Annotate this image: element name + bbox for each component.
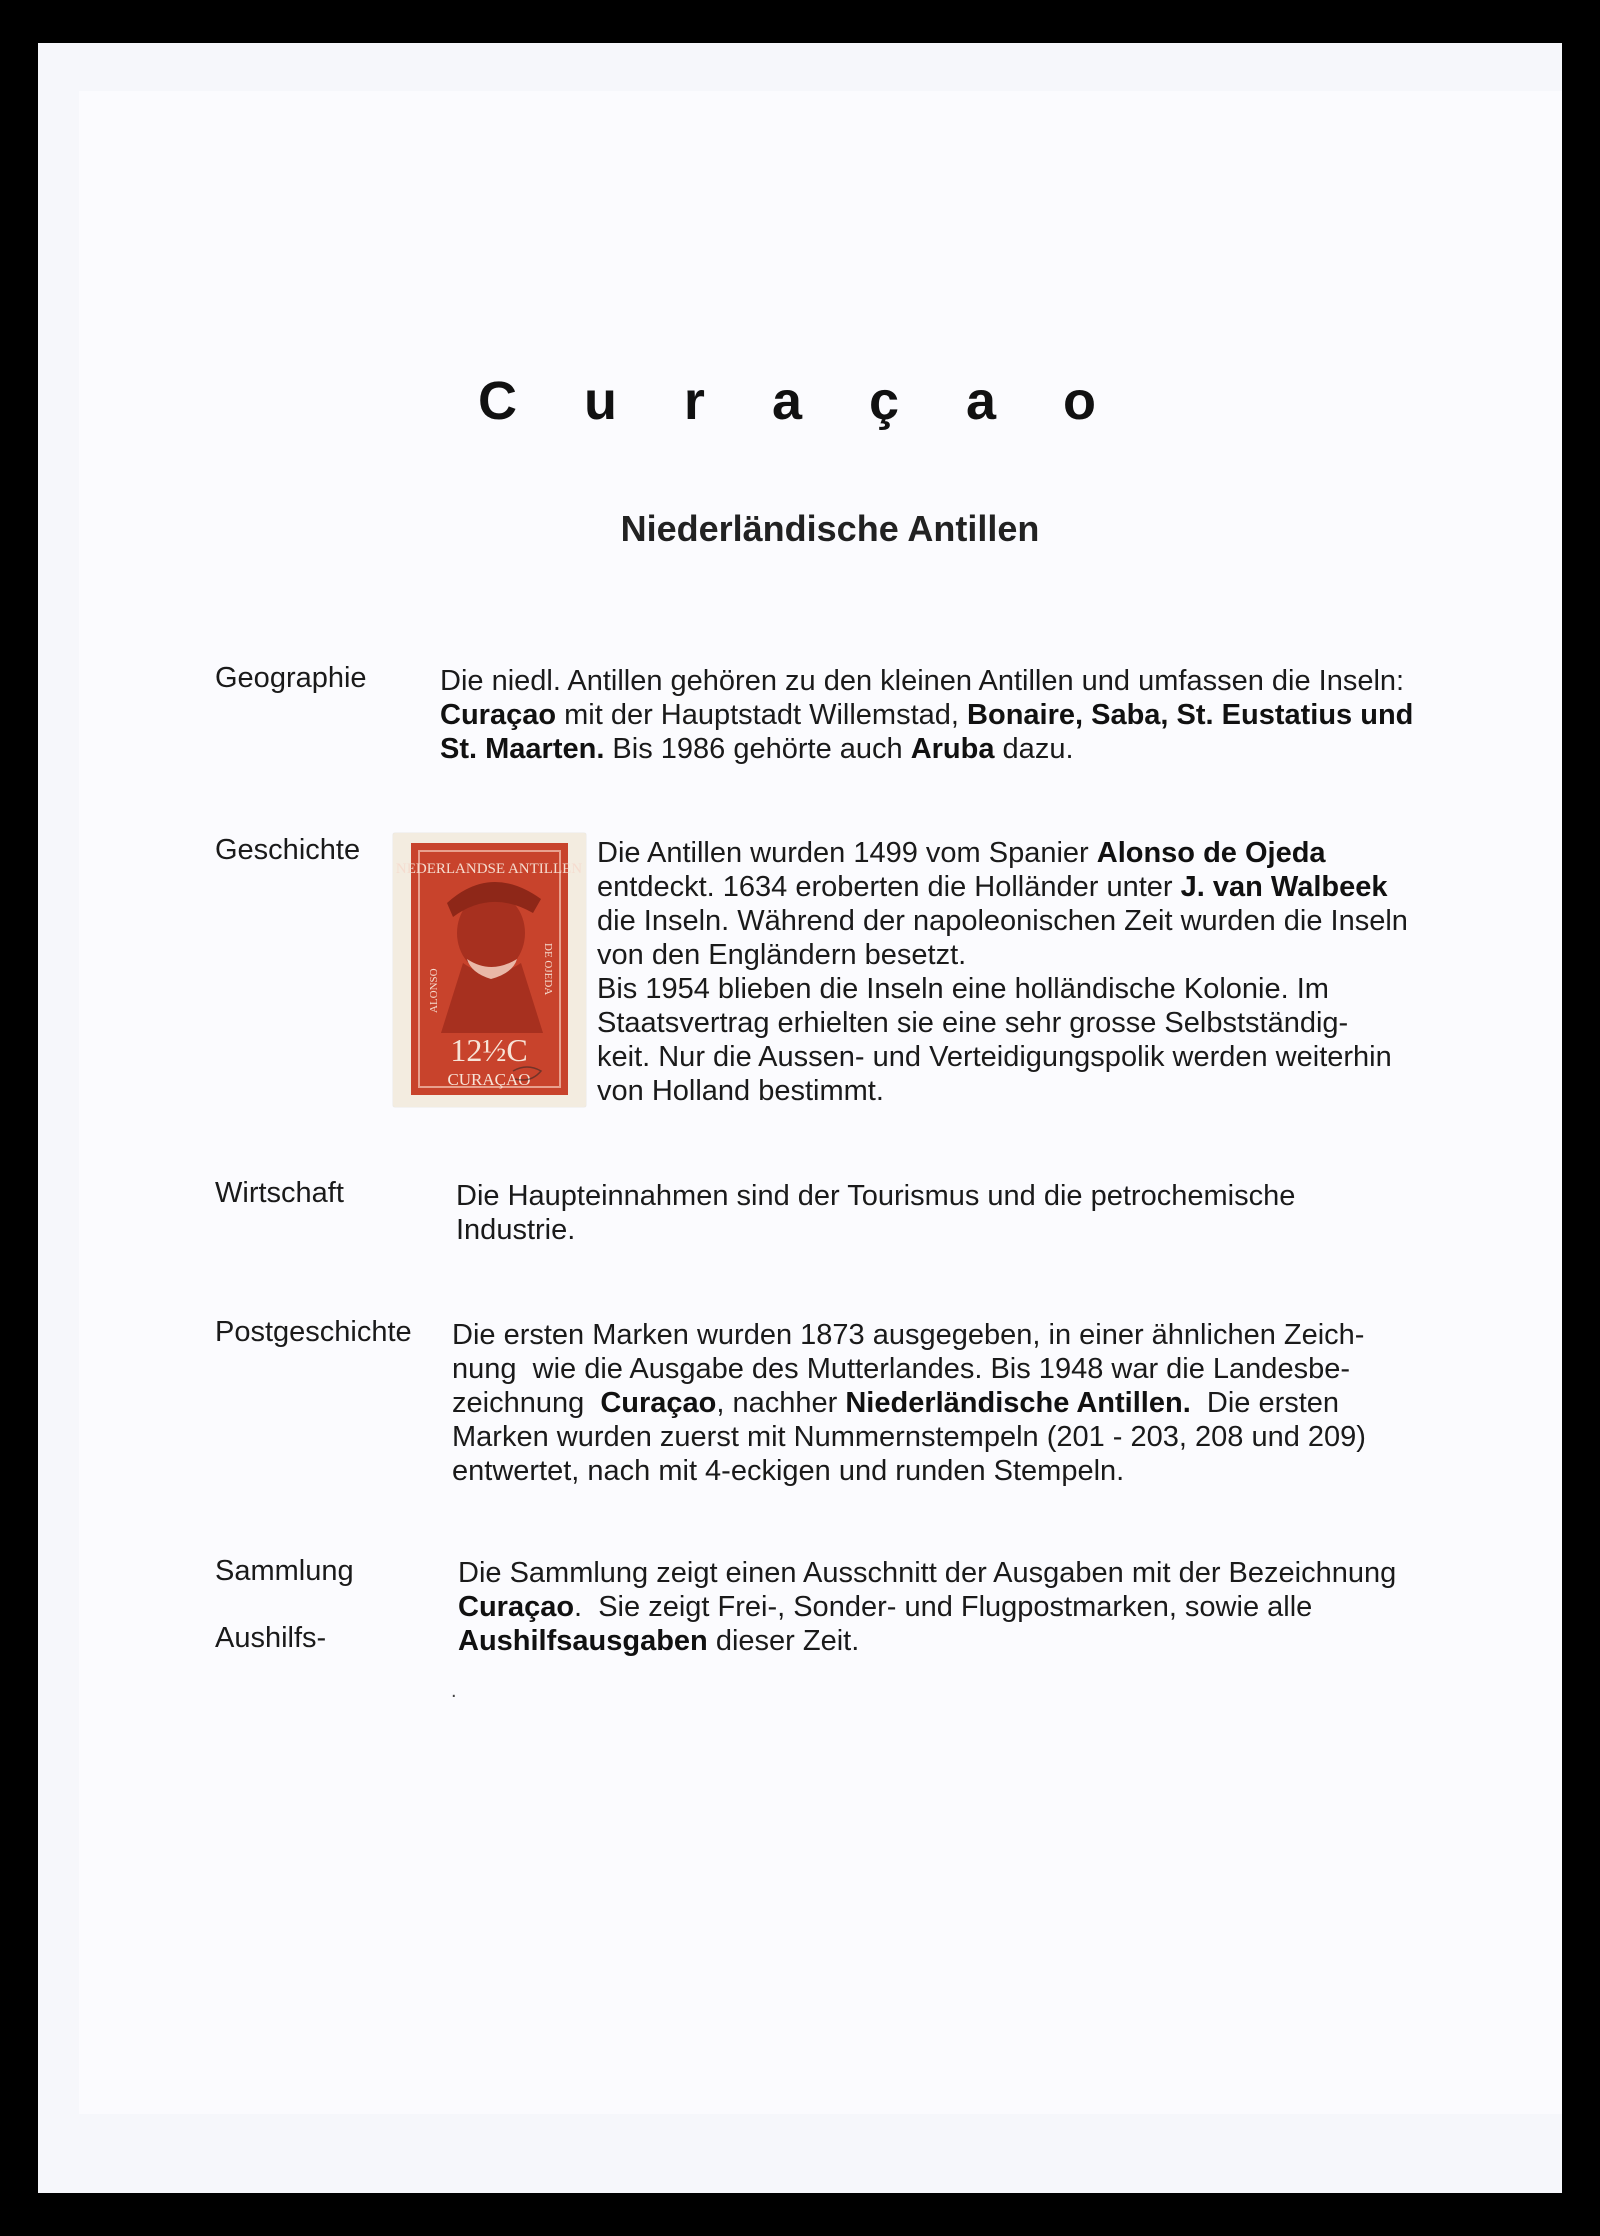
page-title: C u r a ç a o [477,371,1123,431]
text-line [456,1179,1295,1213]
text-line [597,904,1408,938]
text-run: mit der Hauptstadt Willemstad, [556,699,968,731]
text-line [458,1556,1396,1590]
label-postgeschichte: Postgeschichte [215,1316,412,1348]
text-run: . Sie zeigt Frei-, Sonder- und Flugpostmarken, sowie alle [574,1591,1313,1623]
text-line [597,870,1408,904]
bold-run: Aushilfsausgaben [458,1625,708,1657]
text-line [452,1352,1366,1386]
text-run: Industrie. [456,1214,576,1246]
text-run: nung wie die Ausgabe des Mutterlandes. Bis 1948 war die Landesbe- [452,1353,1350,1385]
text-line [452,1318,1366,1352]
stamp-right-text: DE OJEDA [542,943,554,996]
text-run: Die Antillen wurden 1499 vom Spanier [597,837,1097,869]
text-line [597,972,1408,1006]
text-run: von Holland bestimmt. [597,1075,884,1107]
text-run: die Inseln. Während der napoleonischen Zeit wurden die Inseln [597,905,1408,937]
text-line [452,1454,1366,1488]
bold-run: Bonaire, Saba, St. Eustatius und [967,699,1414,731]
stamp-value-text: 12½C [450,1032,528,1068]
stamp-country-text: CURAÇAO [447,1070,531,1089]
stamp-top-text: NEDERLANDSE ANTILLEN [395,861,583,877]
text-run: Bis 1986 gehörte auch [604,733,911,765]
bold-run: St. Maarten. [440,733,605,765]
bold-run: Niederländische Antillen. [845,1387,1191,1419]
text-line [452,1386,1366,1420]
text-run: keit. Nur die Aussen- und Verteidigungspolik werden weiterhin [597,1041,1392,1073]
label-wirtschaft: Wirtschaft [215,1177,344,1209]
stamp-image [393,833,586,1107]
text-line [440,732,1413,766]
text-geschichte [597,836,1408,1108]
stamp-left-text: ALONSO [428,968,440,1013]
text-sammlung [458,1556,1396,1658]
text-run: Staatsvertrag erhielten sie eine sehr grosse Selbstständig- [597,1007,1349,1039]
page-subtitle: Niederländische Antillen [620,508,1040,549]
label-geschichte: Geschichte [215,834,361,866]
bold-run: Alonso de Ojeda [1096,837,1326,869]
footnote-mark: . [451,1680,457,1702]
text-run: Die ersten Marken wurden 1873 ausgegeben, in einer ähnlichen Zeich- [452,1319,1365,1351]
text-run: Die Haupteinnahmen sind der Tourismus und die petrochemische [456,1180,1296,1212]
text-run: Die niedl. Antillen gehören zu den kleinen Antillen und umfassen die Inseln: [440,665,1405,697]
text-run: von den Engländern besetzt. [597,939,967,971]
text-line [597,1006,1408,1040]
text-run: Die Sammlung zeigt einen Ausschnitt der Ausgaben mit der Bezeichnung [458,1557,1397,1589]
text-line [597,1074,1408,1108]
text-run: entdeckt. 1634 eroberten die Holländer unter [597,871,1181,903]
text-line [597,1040,1408,1074]
text-postgeschichte [452,1318,1366,1488]
label-sammlung: Sammlung [215,1555,354,1587]
text-line [452,1420,1366,1454]
text-run: dazu. [994,733,1074,765]
album-sheet [38,43,1562,2193]
bold-run: Aruba [910,733,995,765]
text-line [597,836,1408,870]
text-run: Die ersten [1190,1387,1340,1419]
text-run: dieser Zeit. [707,1625,860,1657]
bold-run: Curaçao [600,1387,717,1419]
text-wirtschaft [456,1179,1295,1247]
bold-run: Curaçao [440,699,557,731]
text-line [456,1213,1295,1247]
bold-run: J. van Walbeek [1180,871,1388,903]
text-run: Marken wurden zuerst mit Nummernstempeln (201 - 203, 208 und 209) [452,1421,1366,1453]
label-aushilfs: Aushilfs- [215,1622,327,1654]
text-run: Bis 1954 blieben die Inseln eine holländische Kolonie. Im [597,973,1329,1005]
text-run: zeichnung [452,1387,601,1419]
text-line [458,1624,1396,1658]
bold-run: Curaçao [458,1591,575,1623]
text-geographie [440,664,1413,766]
text-line [440,698,1413,732]
text-line [440,664,1413,698]
text-run: , nachher [716,1387,846,1419]
text-line [597,938,1408,972]
text-run: entwertet, nach mit 4-eckigen und runden Stempeln. [452,1455,1125,1487]
label-geographie: Geographie [215,662,367,694]
text-line [458,1590,1396,1624]
